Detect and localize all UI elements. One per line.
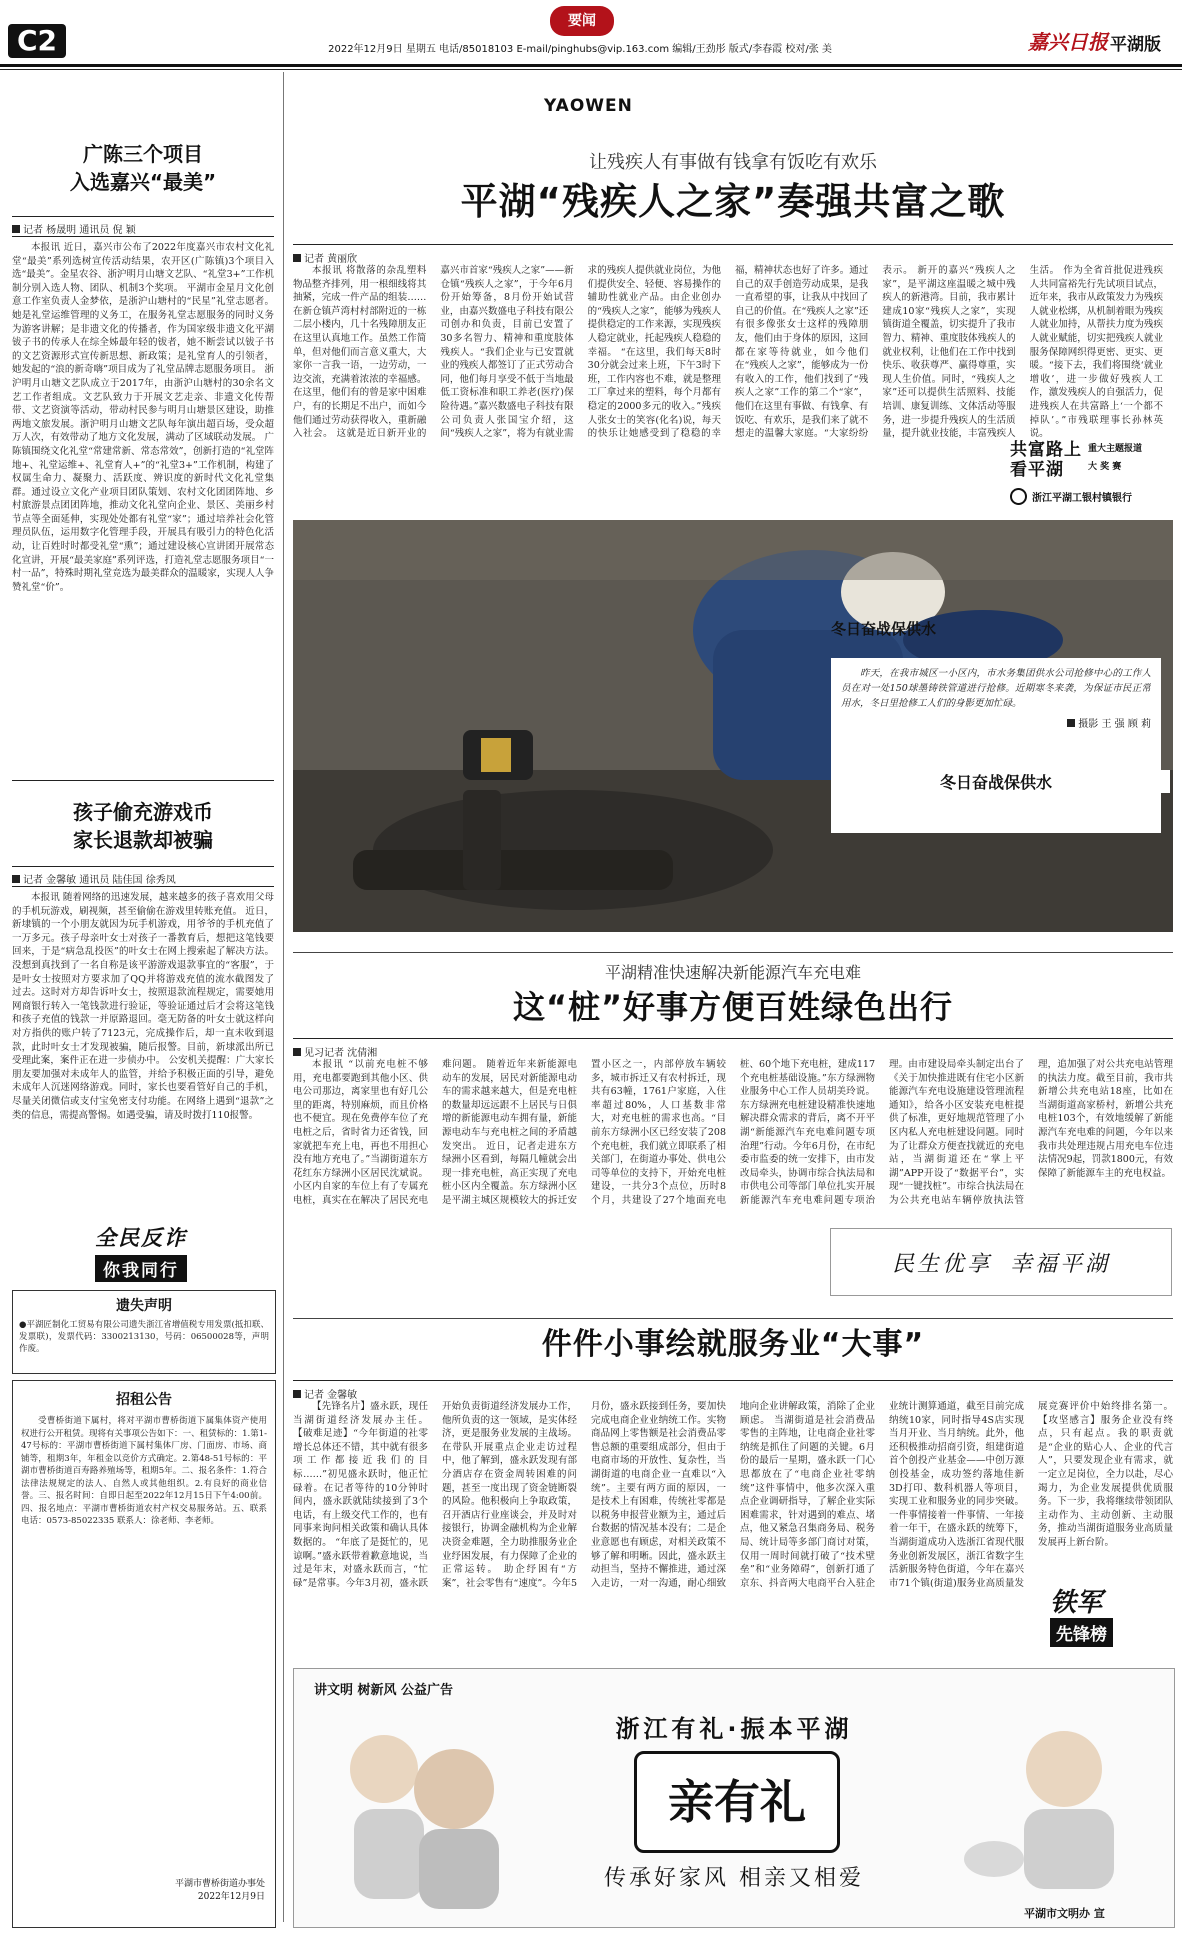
ad-sponsor: 浙江平湖工银村镇银行 — [1032, 493, 1132, 504]
left-mid-body: 本报讯 随着网络的迅速发展，越来越多的孩子喜欢用父母的手机玩游戏，刷视频，甚至偷偷在游戏里转账充值。 近日，新埭镇的一个小朋友就因为玩手机游戏，用爷爷的手机充值了一万多元。孩子母亲叶女士对孩子一番教育后，想把这笔钱要回来，于是“病急乱投医”的叶女士在网上搜索起了解决方法。 没想到真找到了一名自称是该平游游戏退款事宜的“客服”，于是叶女士按照对方要求加了QQ并将游戏充值的流水截图发了过去。这时对方却告诉叶女士，按照退款流程规定，需要她用网商银行转入一笔钱款进行验证，等验证通过后才会将这笔钱和孩子充值的钱款一并原路退回。毫无防备的叶女士就这样向对方指供的账户转了7123元，完成操作后，却一直未收到退款，此时叶女士才发现被骗，随后报警。目前，新埭派出所已受理此案，案件正在进一步侦办中。 公安机关提醒：广大家长朋友要加强对未成年人的监管，并给予积极正面的引导，避免未成年人沉迷网络游戏。同时，家长也要看管好自己的手机，尽量关闭微信或支付宝免密支付功能。在网络上遇到“退款”之类的信息，需提高警惕。如遇受骗，请及时拨打110报警。 — [12, 892, 274, 1121]
main2-title: 这“桩”好事方便百姓绿色出行 — [512, 988, 954, 1026]
left-mid-title — [12, 798, 274, 854]
slogan-left: 民生优享 — [891, 1251, 992, 1277]
dateline: 2022年12月9日 星期五 电话/85018103 E-mail/pinghubs@vip.163.com 编辑/王劲彤 版式/李春霞 校对/张 美 — [328, 44, 832, 55]
rule — [293, 244, 1173, 245]
photo-caption: 昨天，在我市城区一小区内，市水务集团供水公司抢修中心的工作人员在对一处150球墨铸铁管道进行抢修。近期寒冬来袭，为保证市民正常用水，冬日里抢修工人们的身影更加忙碌。 — [841, 668, 1151, 709]
section-seal: 要闻 — [550, 6, 614, 36]
page-code-badge: C2 — [8, 24, 66, 58]
ad-headline: 浙江有礼·振本平湖 — [615, 1715, 853, 1743]
tender-body: 受曹桥街道下属村，将对平湖市曹桥街道下属集体资产使用权进行公开租赁。现将有关事项公告如下：一、租赁标的：1.第1-47号标的：平湖市曹桥街道下属村集体厂房、门面房、市场、商铺等，租期3年，年租金以竞价方式确定。2.第48-51号标的：平湖市曹桥街道百寿路养殖场等，租期5年。二、报名条件：1.符合法律法规规定的法人、自然人或其他组织。2.有良好的商业信誉。三、报名时间：自即日起至2022年12月15日下午4:00前。四、报名地点：平湖市曹桥街道农村产权交易服务站。五、联系电话：0573-85022335 联系人：徐老师、李老师。 — [21, 1416, 267, 1526]
main2-byline: 见习记者 沈倩湘 — [293, 1044, 433, 1059]
main1-title: 平湖“残疾人之家”奏强共富之歌 — [460, 180, 1006, 223]
anti-fraud-line-1: 全民反诈 — [95, 1226, 187, 1250]
left-mid-byline: 记者 金馨敏 通讯员 陆佳国 徐秀凤 — [12, 871, 274, 886]
photo-credit: 摄影 王 强 顾 莉 — [841, 715, 1151, 730]
left-top-body: 本报讯 近日，嘉兴市公布了2022年度嘉兴市农村文化礼堂“最美”系列选树宣传活动结果，农开区(广陈镇)3个项目入选“最美”。金星农谷、浙沪明月山塘文艺队、“礼堂3+”工作机制分别入选人物、团队、机制3个奖项。 平湖市金星月文化创意工作室负责人金梦依，是浙沪山塘村的“民星”礼堂志愿者。她是礼堂运维管理的义务工，在服务礼堂志愿服务的同时义务为游客讲解；是非遗文化的传播者，作为国家级非遗文化平湖钹子书的传承人在综全姊最年轻的钹者，她不断尝试以钹子书的文艺资源形式宣传新思想、新政策；是礼堂育人的引领者，她发起的“浪的新奇嗨”项目成为了礼堂品牌志愿服务项目。 浙沪明月山塘文艺队成立于2017年，由浙沪山塘村的30余名文艺工作者组成。文艺队致力于开展文艺走亲、非遗文化传帮带、文艺资演等活动，带动村民参与明月山塘景区建设，助推两地文旅发展。浙沪明月山塘文艺队每年演出超百场，受众超万人次，有效带动了地方文化发展，满动了区域联动发展。 广陈镇围绕文化礼堂“常建常新、常态常效”，创新打造的“礼堂阵地+、礼堂运维+、礼堂育人+”的“礼堂3+”工作机制，构建了权属生命力、凝聚力、活跃度、辨识度的新时代文化礼堂集群。通过设立文化产业项目团队策划、农村文化团团阵地、乡村旅游景点团团阵地，推动文化礼堂向企业、景区、美丽乡村节点等全面延伸，实现处处都有礼堂“家”；通过培养社会化管理员队伍，运用数字化管理手段，开展具有吸引力的特色化活动，让百姓时时都受礼堂“熏”；通过建设核心宣讲团开展常态化宣讲，开展“最美家庭”系列评选，打造礼堂志愿服务项目“一村一品”，特殊时期礼堂竞选为最美群众的温暖家，实现人人争赞礼堂“价”。 — [12, 242, 274, 593]
rule — [12, 780, 274, 781]
rule — [12, 866, 274, 867]
left-column-divider — [283, 72, 284, 1922]
lost-notice-box — [12, 1290, 276, 1374]
rule — [12, 216, 274, 217]
rule — [12, 236, 274, 237]
lost-notice-body: ●平湖匠制化工贸易有限公司遗失浙江省增值税专用发票(抵扣联、发票联)，发票代码：3300213130，号码：06500028等，声明作废。 — [19, 1320, 269, 1354]
main2-kicker: 平湖精准快速解决新能源汽车充电难 — [604, 963, 861, 982]
section-pinyin: YAOWEN — [544, 96, 633, 116]
slogan-right: 幸福平湖 — [1010, 1251, 1111, 1277]
photo-title: 冬日奋战保供水 — [831, 620, 937, 638]
pioneer-line-1: 铁军 — [1050, 1588, 1103, 1618]
ad-figures-right-icon — [954, 1709, 1154, 1899]
ad-line-2: 看平湖 — [1010, 460, 1064, 480]
photo-caption-box — [831, 658, 1161, 833]
main1-body: 本报讯 将散落的杂乱塑料物品整齐排列，用一根细线将其抽紧，完成一件产品的组装……在新仓镇芦湾村村部附近的一栋二层小楼内，几十名残障朋友正在这里认真地工作。虽然工作简单，但对他们而言意义重大，大家你一言我一语，一边劳动，一边交流，充满着浓浓的幸福感。在这里，他们有的曾是家中困难户，有的长期足不出户，而如今他们通过劳动获得收入，重新融入社会。 这就是近日新开业的嘉兴市首家“残疾人之家”——新仓镇“残疾人之家”，于今年6月份开始筹备，8月份开始试营业，由嘉兴数盛电子科技有限公司创办和负责，目前已安置了30多名智力、精神和重度肢体残疾人。“我们企业与已安置就业的残疾人都签订了正式劳动合同，他们每月享受不低于当地最低工资标准和职工养老(医疗)保险待遇。”嘉兴数盛电子科技有限公司负责人张国宝介绍，这间“残疾人之家”，将为有就业需求的残疾人提供就业岗位，为他们提供安全、轻便、容易操作的辅助性就业产品。由企业创办的“残疾人之家”，能够为残疾人提供稳定的工作来源，实现残疾人稳定就业，托起残疾人稳稳的幸福。 “在这里，我们每天8时30分就会过来上班，下午3时下班，工作内容也不难，就是整理工厂拿过来的塑料，每个月都有稳定的2000多元的收入。”残疾人张女士的笑容(化名)说，每天的快乐让她感受到了稳稳的幸福，精神状态也好了许多。通过自己的双手创造劳动成果，是我一直希望的事，让我从中找回了自己的价值。在“残疾人之家”还有很多像张女士这样的残障朋友，他们由于身体的原因，这回都在家等待就业，如今他们在“残疾人之家”，能够成为一份有收入的工作，他们找到了“残疾人之家”工作的第二个“家”，他们在这里有事做、有钱拿、有饭吃、有欢乐，是我们来了就不想走的温馨大家庭。“大家纷纷表示。 新开的嘉兴“残疾人之家”，是平湖这座温暖之城中残疾人的新港湾。目前，我市累计建成10家“残疾人之家”，实现镇街道全覆盖，切实提升了我市智力、精神、重度肢体残疾人的就业权利，让他们在工作中找到快乐、收获尊严、赢得尊重，实现人生价值。同时，“残疾人之家”还可以提供生活照料、技能培训、康复训练、文体活动等服务，进一步提升残疾人的生活质量，提升就业技能，丰富残疾人生活。 作为全省首批促进残疾人共同富裕先行先试项目试点，近年来，我市从政策发力为残疾人就业松绑，从机制着眼为残疾人就业加持，从帮扶力度为残疾人就业赋能，切实把残疾人就业服务保障网织得更密、更实、更暖。“接下去，我们将围绕‘就业增收’，进一步做好残疾人工作，激发残疾人的自强活力，促进残疾人在共富路上‘一个都不掉队’。”市残联理事长孙林英说。 — [293, 265, 1163, 440]
ad-seal: 亲有礼 — [634, 1751, 840, 1853]
header-rule — [0, 64, 1182, 67]
ad-line-4: 大 奖 赛 — [1088, 462, 1122, 472]
main3-byline: 记者 金馨敏 — [293, 1386, 433, 1401]
main2-body: 本报讯 “以前充电桩不够用，充电都要跑到其他小区、供电公司那边，离家里也有好几公里的距离，特别麻烦，而且价格也不便宜。现在免费停车位了充电桩之后，省时省力还省钱，回家就把车充上电，再也不用担心没有地方充电了。”当湖街道东方花红东方绿洲小区居民沈斌说。小区内自家的车位上有了专属充电桩，真实在在解决了居民充电难问题。 随着近年来新能源电动车的发展，居民对新能源电动车的需求越来越大，但是充电桩的数量却远远跟不上居民与日俱增的新能源电动车拥有量，新能源电动车与充电桩之间的矛盾越发突出。 近日，记者走进东方绿洲小区看到，每隔几幢就会出现一排充电桩，高正实现了充电桩小区内全覆盖。东方绿洲小区是平湖主城区规模较大的拆迁安置小区之一，内部停放车辆较多，城市拆迁又有农村拆迁，现共有63幢，1761户家庭，入住率超过80%，人口基数非常大，对充电桩的需求也高。“目前东方绿洲小区已经安装了208个充电桩，我们就立即联系了相关部门，在街道办事处、供电公司等单位的支持下，开始充电桩建设，一共分3个点位，历时8个月，共建设了27个地面充电桩、60个地下充电桩，建成117个充电桩基础设施。”东方绿洲物业服务中心工作人员胡美玲说。 东方绿洲充电桩建设精准快速地解决群众需求的背后，离不开平湖“新能源汽车充电难问题专项治理”行动。今年6月份，在市纪委市监委的统一安排下，由市发改局牵头，协调市综合执法局和市供电公司等部门单位扎实开展新能源汽车充电难问题专项治理。由市建设局牵头制定出台了《关于加快推进既有住宅小区新能源汽车充电设施建设管理流程通知》，给各小区安装充电桩提供了标准，更好地规范管理了小区内私人充电桩建设问题。同时为了让群众方便查找就近的充电站，当湖街道还在“掌上平湖”APP开设了“数据平台”，实现“一键找桩”。市综合执法局在为公共充电站车辆停放执法管理，追加强了对公共充电站管理的执法力度。截至目前，我市共新增公共充电站18座，比如在当湖街道高家桥村，新增公共充电桩103个，有效地缓解了新能源汽车充电难的问题，今年以来我市共处理违规占用充电车位违法情况9起，罚款1800元，有效保障了新能源车主的充电权益。 — [293, 1059, 1173, 1206]
pioneer-badge — [1050, 1588, 1170, 1658]
left-top-title-1: 广陈三个项目 — [83, 142, 203, 166]
anti-fraud-logo — [95, 1222, 270, 1281]
left-top-byline: 记者 杨晟明 通讯员 倪 颖 — [12, 221, 274, 236]
tender-date: 2022年12月9日 — [197, 1892, 265, 1902]
public-service-ad — [293, 1668, 1175, 1928]
main1-byline: 记者 黄丽欣 — [293, 250, 433, 265]
bank-logo-icon — [1010, 488, 1027, 505]
photo-water-repair — [293, 520, 1173, 932]
ad-org: 平湖市文明办 宣 — [1024, 1907, 1105, 1920]
ad-line-3: 重大主题报道 — [1088, 444, 1143, 454]
photo-title-overlay: 冬日奋战保供水 — [940, 770, 1170, 793]
tender-org: 平湖市曹桥街道办事处 — [174, 1879, 265, 1889]
ad-tag: 讲文明 树新风 公益广告 — [314, 1683, 454, 1698]
left-top-title-2: 入选嘉兴“最美” — [69, 170, 217, 194]
main1-kicker: 让残疾人有事做有钱拿有饭吃有欢乐 — [589, 152, 877, 173]
ad-line-1: 共富路上 — [1010, 440, 1082, 460]
main3-title: 件件小事绘就服务业“大事” — [541, 1327, 925, 1362]
lost-notice-title: 遗失声明 — [116, 1298, 172, 1314]
rule — [293, 1380, 1173, 1381]
anti-fraud-line-2: 你我同行 — [95, 1255, 187, 1282]
left-mid-title-1: 孩子偷充游戏币 — [73, 800, 213, 824]
paper-name: 嘉兴日报 — [1028, 30, 1108, 54]
tender-box — [12, 1380, 276, 1928]
ad-slogan: 传承好家风 相亲又相爱 — [604, 1866, 864, 1891]
slogan-banner — [830, 1228, 1172, 1296]
main1-ad-block — [1010, 440, 1170, 512]
edition-label: 平湖版 — [1110, 35, 1161, 55]
ad-figures-left-icon — [314, 1709, 514, 1919]
rule — [293, 1038, 1173, 1039]
header-rule-thin — [0, 69, 1182, 70]
tender-title: 招租公告 — [116, 1392, 172, 1408]
pioneer-line-2: 先锋榜 — [1050, 1618, 1113, 1647]
left-mid-title-2: 家长退款却被骗 — [73, 828, 213, 852]
rule — [293, 1318, 1173, 1319]
main3-body: 【先锋名片】盛永跃，现任当湖街道经济发展办主任。 【破难足迹】“今年街道的社零增长总体还不错，其中就有很多项工作都接近我们的目标……”初见盛永跃时，他正忙碌着。在记者等待的10分钟时间内，盛永跃就陆续接到了3个电话，有上级交代工作的，也有同事来询问相关政策和确认具体数据的。 “年底了是挺忙的，见谅啊。”盛永跃带着歉意地说，当过是年末，对盛永跃而言，“忙碌”是常事。今年3月初，盛永跃开始负责街道经济发展办工作，他所负责的这一领域，是实体经济，更是服务业发展的主战场。在带队开展重点企业走访过程中，他了解到，盛永跃发现有部分酒店存在资金周转困难的问题，甚至一度出现了资金链断裂的风险。他积极向上争取政策，召开酒店行业座谈会，并及时对接银行，协调金融机构为企业解决资金难题，全力助推服务业企业纾困发展，有力保障了企业的正常运转。 助企纾困有“方案”，社会零售有“速度”。今年5月份，盛永跃接到任务，要加快完成电商企业业纳统工作。实物商品网上零售额是社会消费品零售总额的重要组成部分，但由于电商市场的开放性、复杂性，当湖街道的电商企业一直难以“入统”。主要有两方面的原因，一是技术上有困难，传统社零都是以税务申报营业额为主，通过后台数据的情况基本没有；二是企业意愿也有顾虑，对相关政策不够了解和明晰。因此，盛永跃主动担当，坚持不懈推进，通过深入走访，一对一沟通，耐心细致地向企业讲解政策，消除了企业顾虑。 当湖街道是社会消费品零售的主阵地，让电商企业社零纳统是抓住了问题的关键。6月份的最后一星期，盛永跃一门心思都放在了“电商企业社零纳统”这件事情中，他多次深入重点企业调研指导，了解企业实际困难需求，针对遇到的难点、堵点，他又紧急召集商务局、税务局、统计局等多部门商讨对策，仅用一周时间就打破了“技术壁垒”和“业务障碍”，创新打通了京东、抖音两大电商平台入驻企业统计测算通道，截至目前完成纳统10家，同时指导4S店实现当月开业、当月纳统。此外，他还积极推动招商引资，组建街道首个创投产业基金——中创万源创投基金，成功签约落地佳新3D打印、数科机器人等项目，实现工业和服务业的同步突破。 一件事情接着一件事情、一年接着一年干，在盛永跃的统筹下，当湖街道成功入选浙江省现代服务业创新发展区，浙江省数字生活新服务特色街道，今年在嘉兴市71个镇(街道)服务业高质量发展竞赛评价中始终排名第一。 【攻坚感言】服务企业没有终点，只有起点。我的职责就是“企业的贴心人、企业的代言人”，只要发现企业有需求，就一定立足岗位，全力以赴，尽心竭力，为企业发展提供优质服务。下一步，我将继续带领团队主动作为、主动创新、主动服务，推动当湖街道服务业高质量发展再上新台阶。 — [293, 1401, 1173, 1589]
left-top-article — [12, 140, 274, 196]
rule — [12, 886, 274, 887]
rule — [293, 952, 1173, 953]
